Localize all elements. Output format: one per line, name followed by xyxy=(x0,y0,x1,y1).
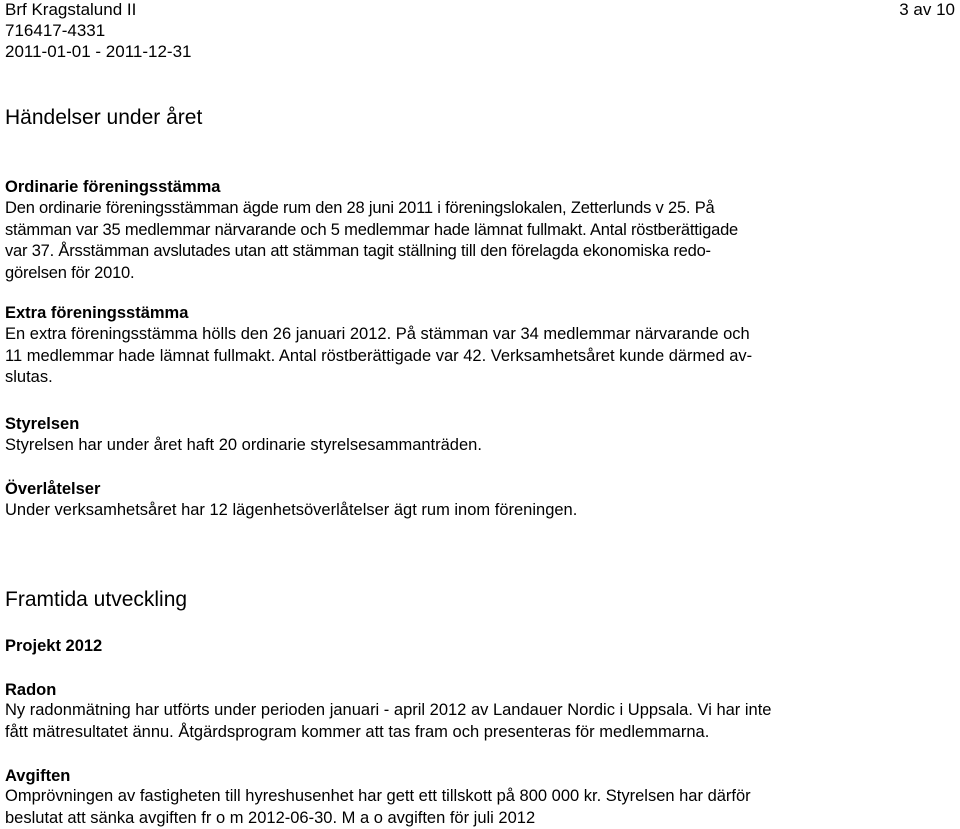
section-text-radon xyxy=(5,700,945,743)
section-heading-fee: Avgiften xyxy=(5,766,70,786)
text-line: fått mätresultatet ännu. Åtgärdsprogram kommer att tas fram och presenteras för medlemmarna. xyxy=(5,722,945,744)
organization-name: Brf Kragstalund II xyxy=(5,0,136,20)
fiscal-period: 2011-01-01 - 2011-12-31 xyxy=(5,42,192,62)
project-heading: Projekt 2012 xyxy=(5,636,102,656)
page-header xyxy=(5,0,960,64)
text-line: görelsen för 2010. xyxy=(5,263,945,285)
section-text-board xyxy=(5,435,945,457)
section-text-ordinary-meeting xyxy=(5,198,945,284)
text-line: Under verksamhetsåret har 12 lägenhetsöverlåtelser ägt rum inom föreningen. xyxy=(5,500,945,522)
text-line: beslutat att sänka avgiften fr o m 2012-06-30. M a o avgiften för juli 2012 xyxy=(5,808,945,829)
page-indicator: 3 av 10 xyxy=(899,0,955,20)
future-title: Framtida utveckling xyxy=(5,588,187,612)
text-line: stämman var 35 medlemmar närvarande och 5 medlemmar hade lämnat fullmakt. Antal röstberättigade xyxy=(5,220,945,242)
section-heading-ordinary-meeting: Ordinarie föreningsstämma xyxy=(5,177,220,197)
text-line: var 37. Årsstämman avslutades utan att stämman tagit ställning till den förelagda ekonomiska redo- xyxy=(5,241,945,263)
section-heading-transfers: Överlåtelser xyxy=(5,479,100,499)
events-title: Händelser under året xyxy=(5,106,202,130)
text-line: Omprövningen av fastigheten till hyreshusenhet har gett ett tillskott på 800 000 kr. Styrelsen har därför xyxy=(5,786,945,808)
text-line: Styrelsen har under året haft 20 ordinarie styrelsesammanträden. xyxy=(5,435,945,457)
text-line: slutas. xyxy=(5,367,945,389)
text-line: 11 medlemmar hade lämnat fullmakt. Antal röstberättigade var 42. Verksamhetsåret kunde därmed av- xyxy=(5,346,945,368)
text-line: Den ordinarie föreningsstämman ägde rum den 28 juni 2011 i föreningslokalen, Zetterlunds v 25. På xyxy=(5,198,945,220)
section-heading-radon: Radon xyxy=(5,680,56,700)
section-text-extra-meeting xyxy=(5,324,945,389)
section-text-fee xyxy=(5,786,945,829)
organization-number: 716417-4331 xyxy=(5,21,105,41)
section-heading-board: Styrelsen xyxy=(5,414,79,434)
text-line: En extra föreningsstämma hölls den 26 januari 2012. På stämman var 34 medlemmar närvarande och xyxy=(5,324,945,346)
text-line: Ny radonmätning har utförts under perioden januari - april 2012 av Landauer Nordic i Uppsala. Vi har inte xyxy=(5,700,945,722)
section-text-transfers xyxy=(5,500,945,522)
section-heading-extra-meeting: Extra föreningsstämma xyxy=(5,303,188,323)
